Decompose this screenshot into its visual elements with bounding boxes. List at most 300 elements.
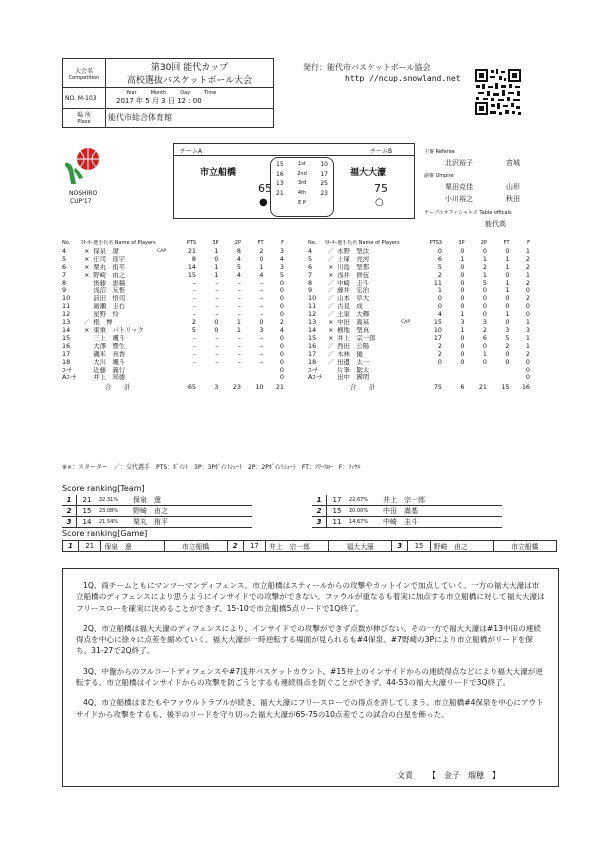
umpire-label: 副審 Umpire <box>424 173 454 179</box>
rank-team-row <box>62 495 252 506</box>
team-b-cell <box>401 359 417 367</box>
team-a-cell: – <box>260 303 264 311</box>
team-a-cell <box>196 374 219 382</box>
team-b-cell: 6 <box>308 263 313 271</box>
team-a-cell: 後藤 恵稿 <box>93 279 126 287</box>
team-a-cell: 10 <box>62 295 71 303</box>
team-a-cell: 9 <box>62 287 67 295</box>
team-b-cell: 井上 宗一郎 <box>337 334 376 342</box>
team-a-cell <box>80 287 93 295</box>
team-b-total-cell: 21 <box>478 383 487 392</box>
competition-label-en: Competition <box>68 74 100 81</box>
team-a-cell: – <box>237 279 241 287</box>
team-b-cell: 1 <box>505 311 510 319</box>
rank-game-number: 1 <box>63 541 79 552</box>
period-2-a: 16 <box>276 170 284 178</box>
rank-percent: 14.67% <box>349 519 369 525</box>
team-b-cell: × <box>328 263 334 271</box>
team-a-cell: – <box>260 287 264 295</box>
team-b-cell: 藤井 宏治 <box>337 287 370 295</box>
team-b-player-row <box>308 319 530 327</box>
period-row-2 <box>271 170 333 180</box>
rank-name: 野崎 由之 <box>133 507 168 515</box>
team-b-cell <box>442 367 465 375</box>
team-a-total-label: 合 計 <box>104 383 131 392</box>
team-b-cell: 1 <box>460 326 465 334</box>
team-b-cell: 古見 成 <box>337 303 363 311</box>
team-b-cell <box>401 351 417 359</box>
rank-game-number: 2 <box>227 541 243 552</box>
report-paragraph: 1Q、両チームともにマンツーマンディフェンス。市立船橋はスティールからの攻撃やカットインで加点していく。一方の福大大濠は市立船橋のディフェンスにより思うようにインサイドでの攻撃ができない。ファウルが重なるも着実に加点する市立船橋に対して福大大濠はフリースローを確実に決めることができず、15-10で市立船橋5点リードで1Q終了。 <box>76 581 545 613</box>
rank-name: 井上 宗一郎 <box>383 496 425 504</box>
team-a-cell: 0 <box>279 287 284 295</box>
team-a-player-row <box>62 327 284 335</box>
team-a-cell <box>157 280 173 288</box>
team-b-cell: 14 <box>308 326 317 334</box>
team-a-player-row <box>62 272 284 280</box>
team-a-cell: 0 <box>214 319 219 327</box>
team-a-cell: × <box>84 263 90 271</box>
team-a-cell: CAP <box>157 248 167 254</box>
team-a-cell <box>80 367 93 375</box>
team-b-cell: 1 <box>505 287 510 295</box>
competition-label-cell <box>63 59 106 88</box>
period-row-3 <box>271 179 333 189</box>
team-a-cell: × <box>84 271 90 279</box>
rank-game-team: 市立船橋 <box>493 541 556 552</box>
competition-line2: 高校選抜バスケットボール大会 <box>126 76 253 87</box>
team-a-player-row <box>62 351 284 359</box>
team-b-cell: × <box>328 334 334 342</box>
logo-text1: NOSHIRO <box>69 190 98 197</box>
team-b-player-row <box>308 295 530 303</box>
team-a-cell: – <box>237 311 241 319</box>
team-b-cell: 0 <box>460 350 465 358</box>
umpire-1-pref: 山形 <box>506 183 520 191</box>
rank-team-b <box>312 495 502 528</box>
team-a-cell: – <box>260 350 264 358</box>
team-a-total-cell: 23 <box>232 383 241 392</box>
team-a-cell: 1 <box>214 247 219 255</box>
team-b-cell: 0 <box>505 295 510 303</box>
team-a-cell <box>219 374 242 382</box>
team-b-cell: 17 <box>308 350 317 358</box>
team-a-cell: 5 <box>236 263 241 271</box>
team-b-player-row <box>308 311 530 319</box>
team-a-cell: 4 <box>62 247 67 255</box>
team-b-cell <box>465 367 488 375</box>
team-b-cell: 2 <box>482 326 487 334</box>
team-b-cell <box>417 374 442 382</box>
team-b-cell: 3 <box>525 326 530 334</box>
period-1-a: 15 <box>276 161 284 168</box>
rank-name: 栗丸 侑平 <box>133 518 168 526</box>
team-a-cell: 15 <box>62 334 71 342</box>
team-a-cell: 大澤 響生 <box>93 342 126 350</box>
team-b-player-table <box>308 240 530 392</box>
umpire-1-name: 栗田克佳 <box>445 183 473 191</box>
table-officials-value: 能代高 <box>485 220 506 228</box>
team-a-cell: 6 <box>62 263 67 271</box>
team-b-cell: 0 <box>525 311 530 319</box>
team-b-cell <box>401 311 417 319</box>
team-a-cell: – <box>192 287 196 295</box>
team-b-cell <box>401 256 417 264</box>
team-a-name: 市立船橋 <box>200 168 237 178</box>
team-a-cell: 13 <box>62 319 71 327</box>
team-a-cell <box>80 351 93 359</box>
team-b-cell: 0 <box>505 271 510 279</box>
report-paragraph: 4Q、市立船橋はまたもやファウルトラブルが続き、福大大濠にフリースローでの得点を許してしまう。市立船橋#4保泉を中心にアウトサイドから攻撃をするも、後半のリードを守り切った福大大濠が65-75の10点差でこの試合の白星を飾った。 <box>76 698 544 719</box>
team-b-player-row <box>308 359 530 367</box>
team-a-cell: – <box>237 287 241 295</box>
team-a-header-row <box>62 240 284 248</box>
team-a-cell <box>80 311 93 319</box>
team-a-cell <box>80 374 93 382</box>
team-a-cell <box>174 367 197 375</box>
team-a-cell: – <box>237 303 241 311</box>
report-author: 【 金子 瑠穂 】 <box>428 771 500 780</box>
team-a-cell: 0 <box>279 334 284 342</box>
team-a-cell: – <box>192 334 196 342</box>
team-a-cell: 0 <box>279 311 284 319</box>
team-b-cell: 17 <box>433 334 442 342</box>
publisher-url[interactable]: http //ncup.snowland.net <box>345 74 461 83</box>
team-a-cell: ／ <box>83 319 90 327</box>
team-a-cell: 21 <box>187 247 196 255</box>
rank-team-row <box>312 495 502 506</box>
umpire-2-name: 小川裕之 <box>445 195 473 203</box>
team-b-player-row <box>308 264 530 272</box>
period-3-a: 13 <box>276 180 284 187</box>
team-b-total-cell: 75 <box>433 383 442 392</box>
team-b-header-cell: 選手氏名 Name of Players <box>337 240 400 246</box>
rank-game-team: 福大大濠 <box>329 541 392 552</box>
team-a-cell: 4 <box>279 255 284 263</box>
team-b-cell: 1 <box>505 279 510 287</box>
rank-game-title: Score ranking[Game] <box>62 529 148 538</box>
team-b-cell: 2 <box>437 350 442 358</box>
team-a-player-row <box>62 280 284 288</box>
team-b-cell: ／ <box>327 255 334 263</box>
team-b-score: 75 <box>374 182 388 195</box>
rank-percent: 32.31% <box>99 497 119 503</box>
team-b-cell: 0 <box>460 334 465 342</box>
team-b-cell: ／ <box>327 287 334 295</box>
team-b-header-cell: FT <box>503 240 510 246</box>
rank-team-a <box>62 495 252 528</box>
referee-label: 主審 Referee <box>424 149 455 155</box>
referee-pref: 宮城 <box>506 159 520 167</box>
team-a-cell: 17 <box>62 350 71 358</box>
team-b-cell: 川島 聖那 <box>337 263 370 271</box>
team-b-cell: 1 <box>525 271 530 279</box>
team-a-cell <box>157 303 173 311</box>
place-label: 場 所 <box>77 112 91 120</box>
team-b-cell: CAP <box>401 320 411 326</box>
rank-game-number: 3 <box>392 541 408 552</box>
team-b-total-cell: 15 <box>501 383 510 392</box>
team-b-cell: 1 <box>525 334 530 342</box>
team-a-cell: – <box>215 334 219 342</box>
team-b-cell: 横地 聖真 <box>337 326 370 334</box>
team-b-cell: 1 <box>437 287 442 295</box>
team-a-label: チームA <box>180 148 203 155</box>
rank-points: 14 <box>82 518 92 526</box>
team-a-cell: 7 <box>62 271 67 279</box>
team-a-cell: 1 <box>214 271 219 279</box>
team-b-header-cell: PTS3 <box>429 240 442 246</box>
team-b-cell: 1 <box>505 255 510 263</box>
team-a-cell: 0 <box>279 374 284 382</box>
team-a-cell: × <box>84 326 90 334</box>
team-b-cell: 18 <box>308 358 317 366</box>
team-b-cell: 0 <box>525 303 530 311</box>
team-a-cell <box>219 367 242 375</box>
team-a-cell: 4 <box>259 271 264 279</box>
team-a-cell: 1 <box>214 263 219 271</box>
team-a-cell: – <box>237 342 241 350</box>
rank-team-title: Score ranking[Team] <box>62 484 145 493</box>
competition-line1: 第30回 能代カップ <box>150 63 229 74</box>
noshiro-cup-logo-icon <box>62 146 106 186</box>
team-b-cell: 0 <box>437 358 442 366</box>
team-b-cell: 0 <box>505 319 510 327</box>
rank-game-name: 井上 宗一郎 <box>266 541 329 552</box>
team-b-cell: 0 <box>437 247 442 255</box>
team-a-cell: 0 <box>279 303 284 311</box>
team-a-player-table <box>62 240 284 392</box>
team-a-cell <box>157 351 173 359</box>
team-a-cell: – <box>192 342 196 350</box>
team-b-cell: 田中 國明 <box>337 374 370 382</box>
team-a-cell: 14 <box>187 263 196 271</box>
team-a-cell <box>157 359 173 367</box>
report-paragraph: 3Q、中盤からのフルコートディフェンスや#7浅井バスケットカウント、#15井上のインサイドからの連続得点などにより福大大濠が逆転する。市立船橋はインサイドからの攻撃を防ごうとするも連続得点を防ぐことができず、44-53の福大大濠リードで3Q終了。 <box>76 666 543 688</box>
team-b-cell: ／ <box>327 303 334 311</box>
rank-number: 2 <box>62 506 77 517</box>
team-a-cell: 0 <box>279 350 284 358</box>
team-a-header-cell: 3P <box>212 240 219 246</box>
team-a-cell: 井上 知徳 <box>93 374 126 382</box>
team-a-cell: – <box>215 295 219 303</box>
team-a-cell <box>174 374 197 382</box>
team-a-cell: – <box>260 279 264 287</box>
team-a-cell: 1 <box>236 326 241 334</box>
team-a-cell <box>80 335 93 343</box>
period-row-4 <box>271 189 333 199</box>
team-b-cell: ／ <box>327 279 334 287</box>
team-b-rows <box>308 240 530 392</box>
team-b-player-row <box>308 272 530 280</box>
team-b-cell: 4 <box>437 311 442 319</box>
team-a-cell: 磯米 真香 <box>93 350 126 358</box>
team-a-cell: 4 <box>236 271 241 279</box>
team-b-header-cell <box>401 240 417 248</box>
team-b-cell: 12 <box>308 311 317 319</box>
team-b-cell: ｺｰﾁ <box>308 366 318 374</box>
rank-team-row <box>62 517 252 528</box>
rank-game-points: 17 <box>243 541 265 552</box>
team-a-cell: – <box>215 358 219 366</box>
team-a-player-row <box>62 335 284 343</box>
rank-team-row <box>312 506 502 517</box>
rank-number: 1 <box>62 495 77 506</box>
team-b-cell: 3 <box>505 326 510 334</box>
team-a-cell <box>80 359 93 367</box>
team-a-score: 65 <box>258 182 272 195</box>
team-a-header-cell: PTS <box>186 240 196 246</box>
team-a-cell: 5 <box>191 326 196 334</box>
team-b-cell: 0 <box>460 342 465 350</box>
team-a-cell: 2 <box>191 319 196 327</box>
team-b-cell: 2 <box>525 295 530 303</box>
team-b-cell: 1 <box>482 255 487 263</box>
team-b-cell: 1 <box>525 342 530 350</box>
team-a-cell <box>157 311 173 319</box>
team-a-cell: 根 博 <box>93 319 113 327</box>
team-a-cell: 0 <box>279 279 284 287</box>
qr-code-icon <box>474 68 522 116</box>
team-b-cell: 山本 草大 <box>337 295 370 303</box>
team-a-cell: 3 <box>259 326 264 334</box>
team-a-player-row <box>62 319 284 327</box>
team-a-cell: – <box>215 287 219 295</box>
team-a-player-row <box>62 343 284 351</box>
team-a-cell: 5 <box>62 255 67 263</box>
team-a-cell: – <box>260 295 264 303</box>
team-b-result-mark: ○ <box>375 197 384 208</box>
team-b-cell <box>401 367 417 375</box>
competition-name-cell <box>106 59 274 88</box>
rank-points: 17 <box>332 496 342 504</box>
team-b-cell: 1 <box>525 247 530 255</box>
team-a-cell: 前田 悟司 <box>93 295 126 303</box>
team-b-player-row <box>308 248 530 256</box>
team-b-total-row <box>308 382 530 392</box>
team-b-cell <box>401 272 417 280</box>
rank-game-points: 15 <box>408 541 430 552</box>
team-b-cell: × <box>328 319 334 327</box>
team-a-cell: – <box>192 311 196 319</box>
team-a-cell: 栗丸 侑平 <box>93 263 126 271</box>
team-a-player-row <box>62 287 284 295</box>
team-b-cell <box>401 280 417 288</box>
team-a-cell: – <box>260 342 264 350</box>
team-b-cell: 0 <box>505 247 510 255</box>
team-b-player-row <box>308 343 530 351</box>
team-a-cell <box>157 264 173 272</box>
team-b-cell: 5 <box>505 334 510 342</box>
team-a-cell: 14 <box>62 326 71 334</box>
team-b-cell: 0 <box>525 374 530 382</box>
team-a-cell <box>157 272 173 280</box>
team-b-cell: 1 <box>460 255 465 263</box>
rank-number: 3 <box>62 517 77 528</box>
team-a-header-cell: 2P <box>234 240 241 246</box>
team-b-cell <box>417 367 442 375</box>
team-a-player-row <box>62 256 284 264</box>
period-4-label: 4th <box>297 189 307 196</box>
rank-percent: 21.54% <box>99 519 119 525</box>
report-author-label: 文責 <box>397 771 413 780</box>
period-2-label: 2nd <box>297 170 307 177</box>
game-no: M-103 <box>77 94 97 102</box>
team-a-cell: 4 <box>236 255 241 263</box>
team-b-cell: 中崎 圭斗 <box>337 279 370 287</box>
team-a-cell: – <box>192 358 196 366</box>
team-a-result-mark: ● <box>259 197 268 208</box>
team-b-cell: 永野 聖汰 <box>337 247 370 255</box>
rank-points: 15 <box>332 507 342 515</box>
team-b-cell: 2 <box>525 263 530 271</box>
team-b-cell: 0 <box>460 358 465 366</box>
team-a-cell: 5 <box>279 271 284 279</box>
team-a-total-cell: 21 <box>275 383 284 392</box>
team-b-cell: 1 <box>460 311 465 319</box>
team-a-cell: 廣瀬 圭右 <box>93 303 126 311</box>
team-b-cell: ／ <box>327 247 334 255</box>
team-a-cell: – <box>260 358 264 366</box>
team-a-cell: – <box>215 311 219 319</box>
team-a-total-cell: 65 <box>187 383 196 392</box>
team-a-cell: – <box>215 303 219 311</box>
team-b-cell <box>401 343 417 351</box>
rank-points: 11 <box>332 518 342 526</box>
team-a-player-row <box>62 303 284 311</box>
team-b-cell: ／ <box>327 358 334 366</box>
team-a-cell: 1 <box>236 319 241 327</box>
team-a-cell: 0 <box>279 366 284 374</box>
team-b-cell: × <box>328 326 334 334</box>
team-b-cell: × <box>328 271 334 279</box>
team-b-cell: 10 <box>308 295 317 303</box>
team-b-cell <box>324 367 337 375</box>
team-a-cell <box>241 367 264 375</box>
period-row-1 <box>271 160 333 170</box>
team-a-cell: 3 <box>279 247 284 255</box>
team-b-cell: 田邊 太一 <box>337 358 370 366</box>
team-a-cell <box>80 303 93 311</box>
team-b-cell: 0 <box>482 295 487 303</box>
team-a-cell: 8 <box>236 247 241 255</box>
team-b-cell: 0 <box>525 287 530 295</box>
team-a-player-row <box>62 311 284 319</box>
team-a-cell <box>157 327 173 335</box>
team-b-cell: 1 <box>482 271 487 279</box>
team-a-cell: 0 <box>214 255 219 263</box>
team-a-cell: 0 <box>214 326 219 334</box>
game-no-cell <box>63 88 106 108</box>
team-b-cell <box>442 374 465 382</box>
team-a-cell: 15 <box>187 271 196 279</box>
team-a-total-cell: 10 <box>255 383 264 392</box>
team-b-cell: 1 <box>505 263 510 271</box>
period-1-label: 1st <box>298 161 306 167</box>
team-a-cell: 8 <box>62 279 67 287</box>
team-b-player-row <box>308 374 530 382</box>
rank-name: 中崎 圭斗 <box>383 518 418 526</box>
datetime-value: 2017 年 5 月 3 日 12 : 00 <box>116 97 202 106</box>
place-label-cell <box>63 108 106 127</box>
team-b-cell: 2 <box>505 342 510 350</box>
team-a-cell: 16 <box>62 342 71 350</box>
rank-points: 15 <box>82 507 92 515</box>
team-a-cell: 0 <box>279 342 284 350</box>
team-b-cell: 15 <box>308 334 317 342</box>
team-a-total-cell: 3 <box>214 383 219 392</box>
rank-number: 3 <box>312 517 327 528</box>
